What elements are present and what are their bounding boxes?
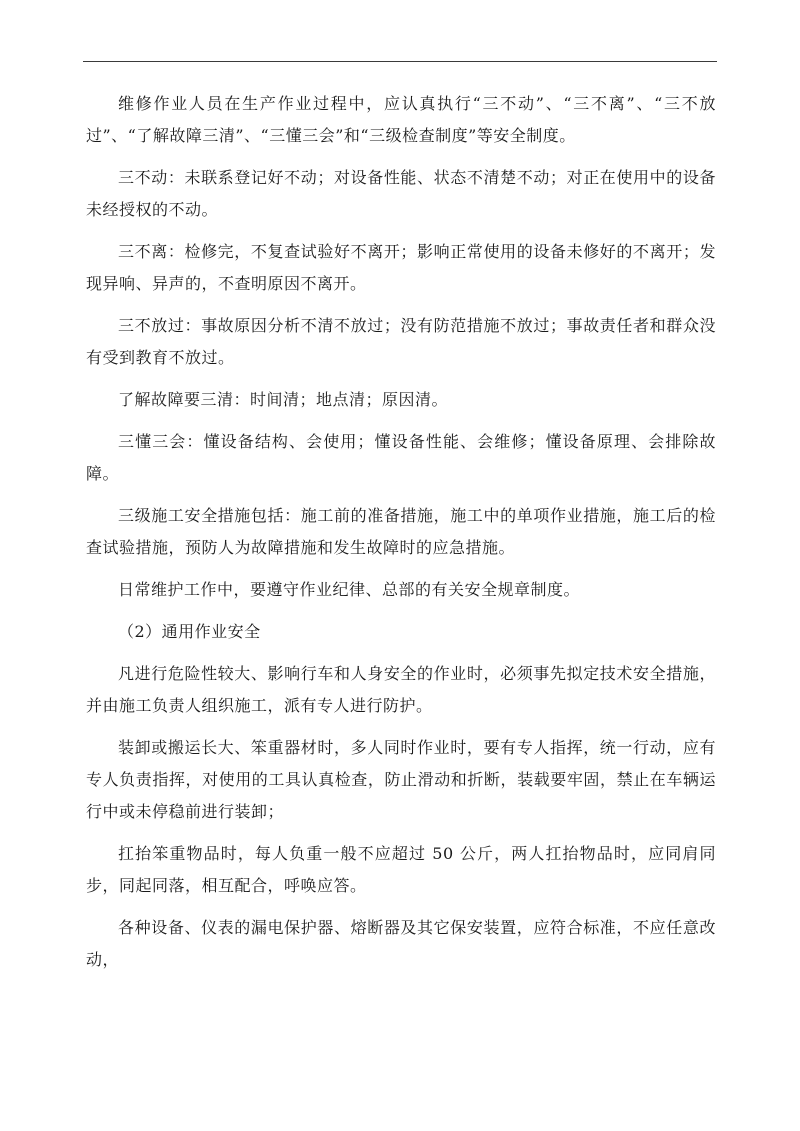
header-rule xyxy=(83,61,717,62)
section-heading: （2）通用作业安全 xyxy=(118,622,261,641)
paragraph-protection-devices: 各种设备、仪表的漏电保护器、熔断器及其它保安装置，应符合标准，不应任意改动， xyxy=(86,918,716,969)
paragraph-loading: 装卸或搬运长大、笨重器材时，多人同时作业时，要有专人指挥，统一行动，应有专人负责指挥，对使用的工具认真检查，防止滑动和折断，装载要牢固，禁止在车辆运行中或未停稳前进行装卸； xyxy=(86,738,716,821)
paragraph-three-understand: 三懂三会：懂设备结构、会使用；懂设备性能、会维修；懂设备原理、会排除故障。 xyxy=(86,432,716,483)
paragraph-intro: 维修作业人员在生产作业过程中，应认真执行“三不动”、“三不离”、“三不放过”、“了解故障三清”、“三懂三会”和“三级检查制度”等安全制度。 xyxy=(86,94,716,145)
paragraph-three-no-let-go: 三不放过：事故原因分析不清不放过；没有防范措施不放过；事故责任者和群众没有受到教育不放过。 xyxy=(86,316,716,367)
paragraph-three-clear: 了解故障要三清：时间清；地点清；原因清。 xyxy=(118,390,449,409)
document-body xyxy=(86,88,716,976)
paragraph-dangerous-work: 凡进行危险性较大、影响行车和人身安全的作业时，必须事先拟定技术安全措施，并由施工负责人组织施工，派有专人进行防护。 xyxy=(86,664,716,715)
paragraph-three-level-measures: 三级施工安全措施包括：施工前的准备措施，施工中的单项作业措施，施工后的检查试验措施，预防人为故障措施和发生故障时的应急措施。 xyxy=(86,506,716,557)
paragraph-carrying: 扛抬笨重物品时，每人负重一般不应超过 50 公斤，两人扛抬物品时，应同肩同步，同起同落，相互配合，呼唤应答。 xyxy=(86,844,716,895)
paragraph-three-no-touch: 三不动：未联系登记好不动；对设备性能、状态不清楚不动；对正在使用中的设备未经授权的不动。 xyxy=(86,168,716,219)
paragraph-daily-maintenance: 日常维护工作中，要遵守作业纪律、总部的有关安全规章制度。 xyxy=(118,580,581,599)
paragraph-three-no-leave: 三不离：检修完，不复查试验好不离开；影响正常使用的设备未修好的不离开；发现异响、异声的，不查明原因不离开。 xyxy=(86,242,716,293)
